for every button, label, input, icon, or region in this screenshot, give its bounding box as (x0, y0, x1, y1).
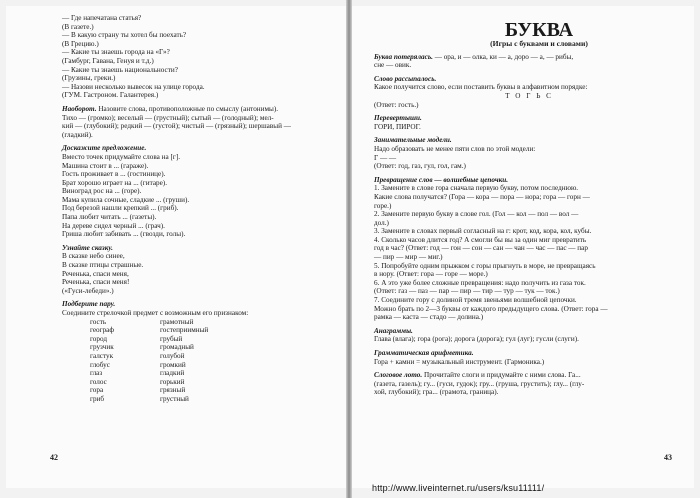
prevrashchenie-line: 5. Попробуйте одним прыжком с горы прыгнуть в море, не превращаясь (374, 261, 596, 270)
naoborot-text: Назовите слова, противоположные по смыслу (антонимы). (96, 104, 279, 113)
dokonchi-line: Виноград рос на ... (горе). (62, 187, 142, 196)
dialog-line: (Грузины, греки.) (62, 74, 116, 83)
attribute-word: громадный (160, 343, 194, 352)
modeli-line: Надо образовать не менее пяти слов по этой модели: (374, 144, 536, 153)
attribute-word: грязный (160, 386, 186, 395)
naoborot-line: Тихо — (громко); веселый — (грустный); сытый — (голодный); мел- (62, 113, 274, 122)
poteryalas-text: — ора, и — олка, ки — а, доро — а, — рибы, (432, 52, 574, 61)
object-word: грузчик (90, 343, 114, 352)
modeli-line: Г — — (374, 153, 397, 162)
dialog-line: (В газете.) (62, 22, 94, 31)
attribute-word: грустный (160, 394, 189, 403)
para-heading: Подберите пару. (62, 300, 116, 309)
attribute-word: гладкий (160, 369, 185, 378)
prevrashchenie-line: год в час? (Ответ: год — гон — сон — сан — чан — час — пас — пар (374, 244, 588, 253)
skazka-heading: Узнайте сказку. (62, 243, 113, 252)
page-number-right: 43 (664, 453, 672, 462)
prevrashchenie-line: 2. Замените первую букву в слове гол. (Гол — кол — пол — вол — (374, 210, 579, 219)
attribute-word: громкий (160, 360, 186, 369)
skazka-line: («Гуси-лебеди».) (62, 286, 114, 295)
attribute-word: гостеприимный (160, 326, 209, 335)
skazka-line: Реченька, спаси меня! (62, 278, 130, 287)
object-word: географ (90, 326, 115, 335)
naoborot-first-line (62, 105, 336, 114)
dokonchi-line: Под березой нашли крепкий ... (гриб). (62, 204, 179, 213)
modeli-heading: Занимательные модели. (374, 136, 452, 145)
naoborot-heading: Наоборот. (62, 104, 97, 113)
prevrashchenie-line: 4. Сколько часов длится год? А смогли бы вы за один миг превратить (374, 235, 587, 244)
dialog-line: — Какие ты знаешь города на «Г»? (62, 48, 170, 57)
dokonchi-heading: Доскажите предложение. (62, 144, 147, 153)
object-word: гость (90, 317, 107, 326)
dokonchi-line: Мама купила сочные, сладкие ... (груши). (62, 195, 190, 204)
arifmetika-line: Гора + камни = музыкальный инструмент. (Гармоника.) (374, 357, 545, 366)
prevrashchenie-heading: Превращение слов — волшебные цепочки. (374, 175, 509, 184)
rassypalos-line: Какое получится слово, если поставить буквы в алфавитном порядке: (374, 83, 588, 92)
dialog-line: — В какую страну ты хотел бы поехать? (62, 31, 187, 40)
perevertyshi-heading: Перевертыши. (374, 114, 422, 123)
dokonchi-line: Папа любит читать ... (газеты). (62, 213, 157, 222)
skazka-line: Реченька, спаси меня, (62, 269, 129, 278)
page-right (352, 6, 694, 488)
anagrammy-heading: Анаграммы. (374, 326, 413, 335)
prevrashchenie-line: в нору. (Ответ: гора — горе — море.) (374, 270, 488, 279)
anagrammy-line: Глава (влага); гора (рога); дорога (дорога); гул (луг); гусли (слуги). (374, 335, 579, 344)
prevrashchenie-line: 3. Замените в словах первый согласный на г: крот, код, кора, кол, кубы. (374, 227, 592, 236)
page-number-left: 42 (50, 453, 58, 462)
prevrashchenie-line: — пир — мир — миг.) (374, 253, 443, 262)
object-word: голос (90, 377, 107, 386)
dialog-line: (ГУМ. Гастроном. Галантерея.) (62, 91, 159, 100)
prevrashchenie-line: дол.) (374, 218, 389, 227)
dokonchi-line: На дереве сидел черный ... (грач). (62, 221, 165, 230)
object-word: гора (90, 386, 104, 395)
object-word: глобус (90, 360, 110, 369)
poteryalas-heading: Буква потерялась. (374, 52, 433, 61)
loto-heading: Слоговое лото. (374, 371, 423, 380)
scrambled-letters: Т О Г Ь С (505, 91, 553, 100)
dokonchi-line: Вместо точек придумайте слова на [г]. (62, 152, 181, 161)
dialog-line: — Какие ты знаешь национальности? (62, 65, 178, 74)
skazka-line: В сказке птицы страшные. (62, 261, 144, 270)
naoborot-line: кий — (глубокий); редкий — (густой); чистый — (грязный); шершавый — (62, 122, 291, 131)
prevrashchenie-line: рамка — каста — стадо — долина.) (374, 313, 484, 322)
object-word: город (90, 334, 107, 343)
perevertyshi-line: ГОРИ, ПИРОГ. (374, 122, 421, 131)
rassypalos-answer: (Ответ: гость.) (374, 100, 419, 109)
dialog-line: (Гамбург, Гавана, Генуя и т.д.) (62, 56, 154, 65)
prevrashchenie-line: (Ответ: газ — паз — пар — пир — тир — тур — тук — ток.) (374, 287, 560, 296)
chapter-title: БУКВА (504, 19, 574, 41)
poteryalas-first-line (374, 53, 684, 62)
rassypalos-heading: Слово рассыпалось. (374, 74, 437, 83)
chapter-subtitle: (Игры с буквами и словами) (490, 39, 588, 48)
dialog-line: — Назови несколько вывесок на улице города. (62, 82, 205, 91)
object-word: галстук (90, 351, 114, 360)
prevrashchenie-line: Можно брать по 2—3 буквы от каждого предыдущего слова. (Ответ: гора — (374, 304, 608, 313)
dokonchi-line: Машина стоит в ... (гараже). (62, 161, 149, 170)
attribute-word: горький (160, 377, 185, 386)
attribute-word: голубой (160, 351, 185, 360)
loto-line: хой, глубокий); гра... (грамота, граница). (374, 388, 499, 397)
prevrashchenie-line: 1. Замените в слове гора сначала первую букву, потом последнюю. (374, 184, 579, 193)
loto-line: (газета, газель); гу... (гуси, гудок); гру... (груша, грустить); глу... (глу- (374, 379, 585, 388)
prevrashchenie-line: горе.) (374, 201, 392, 210)
arifmetika-heading: Грамматическая арифметика. (374, 349, 474, 357)
prevrashchenie-line: 6. А это уже более сложные превращения: надо получить из газа ток. (374, 278, 586, 287)
prevrashchenie-line: Какие слова получатся? (Гора — кора — пора — нора; гора — горн — (374, 192, 590, 201)
object-word: глаз (90, 369, 103, 378)
dialog-line: — Где напечатана статья? (62, 14, 142, 22)
skazka-line: В сказке небо синее, (62, 252, 125, 261)
attribute-word: грубый (160, 334, 183, 343)
page-left (6, 6, 346, 488)
modeli-line: (Ответ: год, газ, гул, гол, гам.) (374, 162, 466, 171)
object-word: гриб (90, 394, 105, 403)
right-column (374, 14, 684, 397)
dokonchi-line: Гость проживает в ... (гостинице). (62, 170, 166, 179)
naoborot-line: (гладкий). (62, 130, 93, 139)
dokonchi-line: Брат хорошо играет на ... (гитаре). (62, 178, 167, 187)
loto-first-line (374, 371, 684, 380)
para-intro: Соедините стрелочкой предмет с возможным его признаком: (62, 309, 249, 317)
prevrashchenie-line: 7. Соедините гору с долиной тремя звеньями волшебной цепочки. (374, 296, 577, 305)
dokonchi-line: Гриша любит забивать ... (гвозди, голы). (62, 230, 186, 239)
watermark-url: http://www.liveinternet.ru/users/ksu11111/ (372, 483, 545, 493)
loto-text: Прочитайте слоги и придумайте с ними слова. Га... (422, 371, 581, 380)
dialog-line: (В Грецию.) (62, 39, 99, 48)
word-pairs-grid (90, 318, 336, 404)
left-column (62, 14, 336, 404)
attribute-word: грамотный (160, 317, 194, 326)
poteryalas-line: сне — овик. (374, 61, 412, 70)
